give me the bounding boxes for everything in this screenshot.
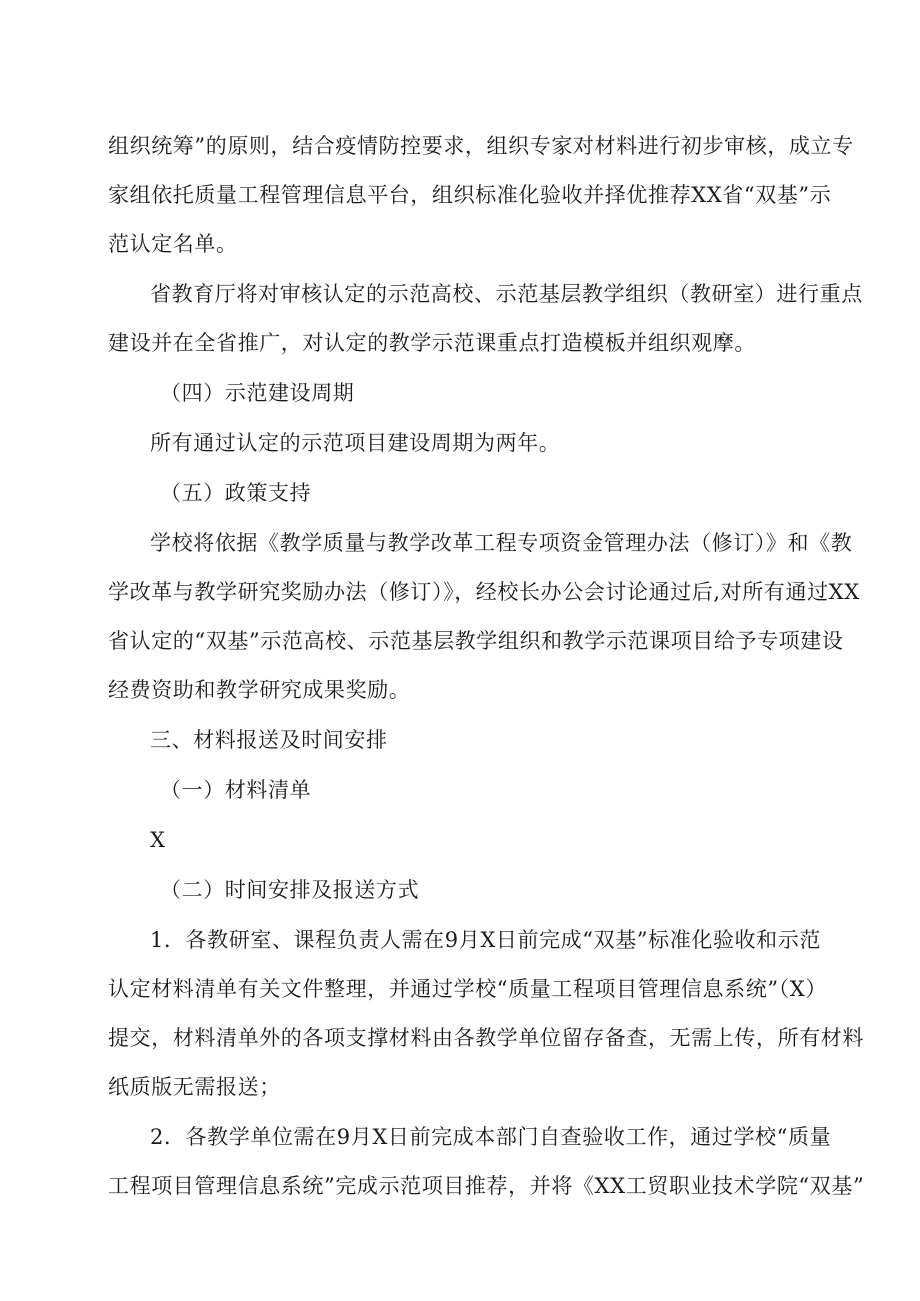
paragraph-line: 工程项目管理信息系统”完成示范项目推荐，并将《XX工贸职业技术学院“双基” (108, 1174, 865, 1198)
section-heading: （四）示范建设周期 (160, 381, 355, 405)
paragraph-line: 组织统筹”的原则，结合疫情防控要求，组织专家对材料进行初步审核，成立专 (108, 134, 854, 158)
section-heading: （二）时间安排及报送方式 (160, 878, 420, 902)
paragraph-line: 学改革与教学研究奖励办法（修订）》，经校长办公会讨论通过后,对所有通过XX (108, 580, 860, 604)
section-heading: （一）材料清单 (160, 778, 312, 802)
paragraph-line: 所有通过认定的示范项目建设周期为两年。 (150, 431, 561, 455)
paragraph-line: 建设并在全省推广，对认定的教学示范课重点打造模板并组织观摩。 (108, 331, 756, 355)
paragraph-line: 家组依托质量工程管理信息平台，组织标准化验收并择优推荐XX省“双基”示 (108, 183, 832, 207)
paragraph-line: 认定材料清单有关文件整理，并通过学校“质量工程项目管理信息系统”（X） (108, 977, 827, 1001)
paragraph-line: 提交，材料清单外的各项支撑材料由各教学单位留存备查，无需上传，所有材料 (108, 1026, 864, 1050)
paragraph-line: 范认定名单。 (108, 232, 238, 256)
paragraph-line: 纸质版无需报送； (108, 1075, 281, 1099)
chapter-heading: 三、材料报送及时间安排 (150, 728, 388, 752)
paragraph-line: 经费资助和教学研究成果奖励。 (108, 678, 411, 702)
section-heading: （五）政策支持 (160, 481, 312, 505)
paragraph-line: 1．各教研室、课程负责人需在9月X日前完成“双基”标准化验收和示范 (150, 928, 821, 952)
paragraph-line: 2．各教学单位需在9月X日前完成本部门自查验收工作，通过学校“质量 (150, 1125, 832, 1149)
paragraph-line: 省认定的“双基”示范高校、示范基层教学组织和教学示范课项目给予专项建设 (108, 629, 844, 653)
list-item: X (150, 828, 166, 852)
paragraph-line: 省教育厅将对审核认定的示范高校、示范基层教学组织（教研室）进行重点 (150, 282, 863, 306)
paragraph-line: 学校将依据《教学质量与教学改革工程专项资金管理办法（修订）》和《教 (150, 531, 853, 555)
